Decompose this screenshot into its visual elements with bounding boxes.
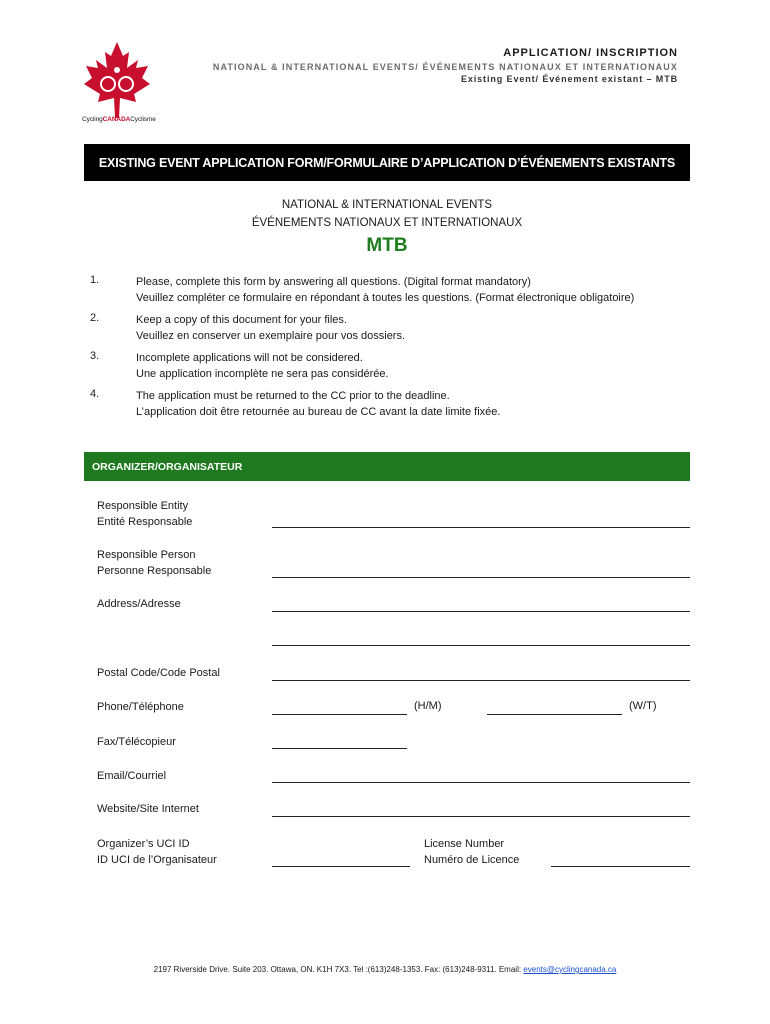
phone-home-field[interactable]: [272, 714, 407, 715]
header-line-3: Existing Event/ Événement existant – MTB: [460, 74, 678, 84]
license-number-label: License Number Numéro de Licence: [424, 838, 520, 866]
responsible-person-label: Responsible Person Personne Responsable: [97, 549, 212, 577]
address-field-line-2[interactable]: [272, 645, 690, 646]
phone-work-field[interactable]: [487, 714, 622, 715]
license-number-field[interactable]: [551, 866, 690, 867]
header-line-2: NATIONAL & INTERNATIONAL EVENTS/ ÉVÉNEMENTS NATIONAUX ET INTERNATIONAUX: [212, 62, 678, 72]
instruction-number: 2.: [90, 312, 100, 324]
postal-code-field[interactable]: [272, 680, 690, 681]
address-label: Address/Adresse: [97, 598, 181, 610]
instruction-number: 3.: [90, 350, 100, 362]
uci-id-field[interactable]: [272, 866, 410, 867]
phone-home-unit: (H/M): [414, 700, 442, 712]
responsible-person-field[interactable]: [272, 577, 690, 578]
subtitle-fr: ÉVÉNEMENTS NATIONAUX ET INTERNATIONAUX: [251, 217, 523, 229]
email-field[interactable]: [272, 782, 690, 783]
responsible-entity-label: Responsible Entity Entité Responsable: [97, 500, 193, 528]
instruction-number: 1.: [90, 274, 100, 286]
instruction-item: Keep a copy of this document for your files. Veuillez en conserver un exemplaire pour vos dossiers.: [136, 314, 406, 342]
fax-field[interactable]: [272, 748, 407, 749]
phone-label: Phone/Téléphone: [97, 701, 184, 713]
subtitle-en: NATIONAL & INTERNATIONAL EVENTS: [281, 199, 493, 211]
website-label: Website/Site Internet: [97, 803, 199, 815]
phone-work-unit: (W/T): [629, 700, 657, 712]
discipline-title: MTB: [366, 235, 408, 256]
responsible-entity-field[interactable]: [272, 527, 690, 528]
instruction-number: 4.: [90, 388, 100, 400]
address-field-line-1[interactable]: [272, 611, 690, 612]
postal-code-label: Postal Code/Code Postal: [97, 667, 220, 679]
instruction-item: The application must be returned to the CC prior to the deadline. L’application doit être retournée au bureau de CC avant la date limite fixée.: [136, 390, 501, 418]
header-line-1: APPLICATION/ INSCRIPTION: [503, 47, 678, 59]
form-title-bar: EXISTING EVENT APPLICATION FORM/FORMULAIRE D’APPLICATION D’ÉVÉNEMENTS EXISTANTS: [84, 144, 690, 181]
instruction-item: Incomplete applications will not be considered. Une application incomplète ne sera pas considérée.: [136, 352, 389, 380]
email-label: Email/Courriel: [97, 770, 167, 782]
logo-wordmark: CyclingCANADACyclisme: [82, 116, 156, 123]
organizer-section-header: ORGANIZER/ORGANISATEUR: [84, 452, 690, 481]
instruction-item: Please, complete this form by answering all questions. (Digital format mandatory) Veuillez compléter ce formulaire en répondant à toutes les questions. (Format électronique obligatoire): [136, 276, 635, 304]
footer-contact: 2197 Riverside Drive. Suite 203. Ottawa, ON. K1H 7X3. Tel :(613)248-1353. Fax: (613)248-9311. Email: events@cyclingcanada.ca: [153, 965, 617, 974]
uci-id-label: Organizer’s UCI ID ID UCI de l’Organisateur: [97, 838, 217, 866]
website-field[interactable]: [272, 816, 690, 817]
maple-leaf-logo: [78, 40, 156, 124]
footer-email-link[interactable]: events@cyclingcanada.ca: [523, 965, 617, 974]
fax-label: Fax/Télécopieur: [97, 736, 176, 748]
